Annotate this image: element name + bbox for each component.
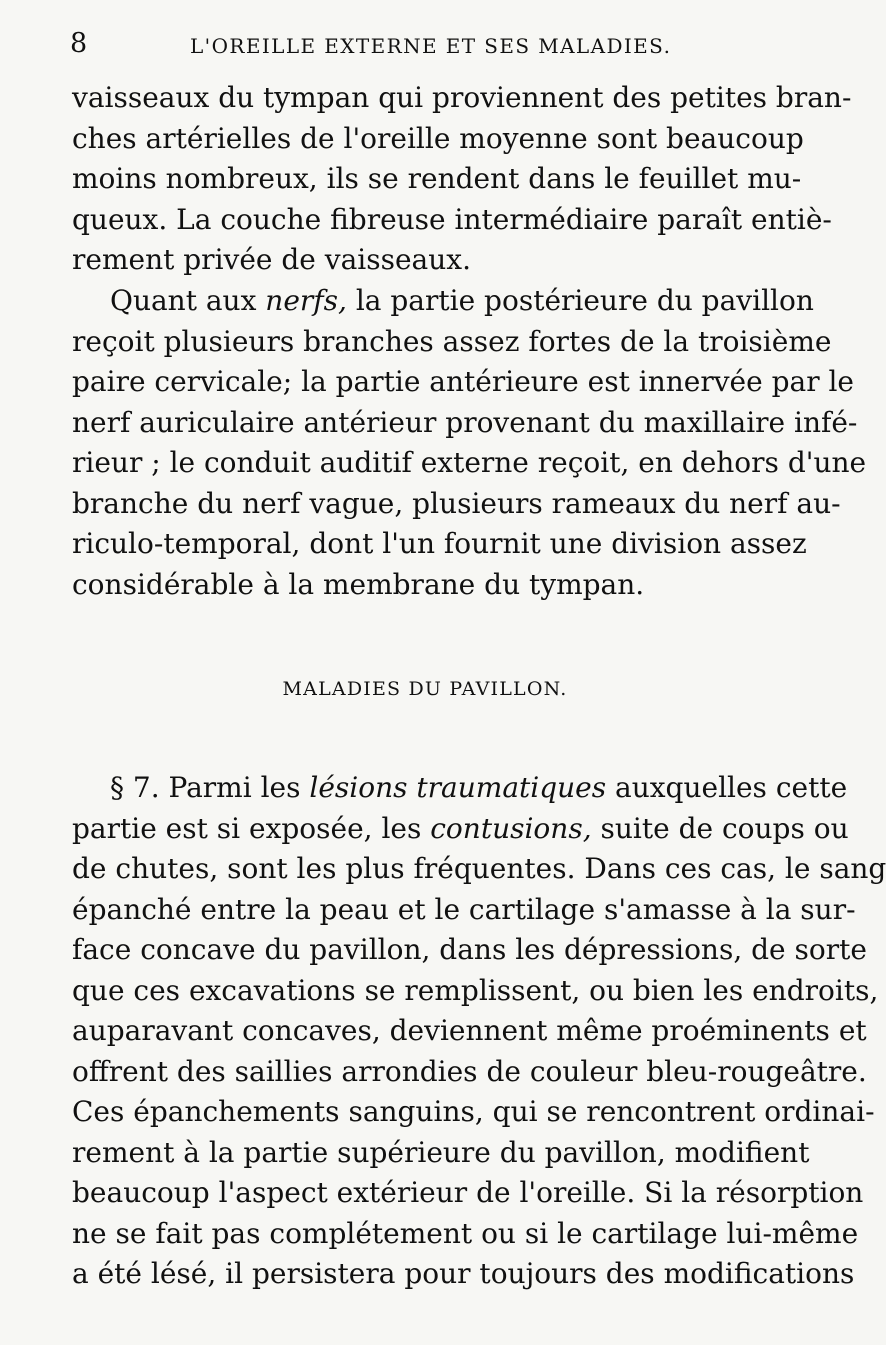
text-line: nerf auriculaire antérieur provenant du maxillaire infé- xyxy=(72,405,858,439)
paragraph-nerves xyxy=(72,281,867,605)
text-line: ne se fait pas complétement ou si le cartilage lui-même xyxy=(72,1216,859,1250)
text-run: § 7. Parmi les xyxy=(110,771,310,804)
text-line: reçoit plusieurs branches assez fortes de la troisième xyxy=(72,324,832,358)
text-line: auparavant concaves, deviennent même proéminents et xyxy=(72,1014,867,1047)
text-line xyxy=(72,809,849,850)
text-run: partie est si exposée, les xyxy=(72,811,431,845)
text-run: Quant aux xyxy=(110,284,266,317)
text-line: branche du nerf vague, plusieurs rameaux du nerf au- xyxy=(72,486,841,520)
italic-term-contusions: contusions, xyxy=(430,811,592,845)
text-line: moins nombreux, ils se rendent dans le feuillet mu- xyxy=(72,162,802,195)
text-line xyxy=(72,281,814,322)
text-line: queux. La couche fibreuse intermédiaire paraît entiè- xyxy=(72,202,832,236)
page-number: 8 xyxy=(70,28,88,59)
paragraph-vessels xyxy=(72,78,852,281)
text-line: riculo-temporal, dont l'un fournit une division assez xyxy=(72,527,807,560)
text-line: considérable à la membrane du tympan. xyxy=(72,567,645,601)
page-header xyxy=(70,28,760,62)
text-line: Ces épanchements sanguins, qui se rencontrent ordinai- xyxy=(72,1095,875,1128)
text-line: rieur ; le conduit auditif externe reçoit, en dehors d'une xyxy=(72,446,867,479)
italic-term-lesions: lésions traumatiques xyxy=(309,771,607,804)
running-head: L'OREILLE EXTERNE ET SES MALADIES. xyxy=(190,34,672,58)
text-run: suite de coups ou xyxy=(591,811,849,845)
text-run: auxquelles cette xyxy=(606,771,848,804)
text-run: la partie postérieure du pavillon xyxy=(346,284,814,317)
text-line: paire cervicale; la partie antérieure est innervée par le xyxy=(72,365,855,398)
section-heading: MALADIES DU PAVILLON. xyxy=(282,678,568,700)
text-line xyxy=(72,768,848,809)
text-line: rement à la partie supérieure du pavillon, modifient xyxy=(72,1135,810,1169)
text-line: rement privée de vaisseaux. xyxy=(72,243,471,276)
text-line: beaucoup l'aspect extérieur de l'oreille. Si la résorption xyxy=(72,1176,864,1209)
text-line: de chutes, sont les plus fréquentes. Dans ces cas, le sang xyxy=(72,852,886,885)
text-line: épanché entre la peau et le cartilage s'amasse à la sur- xyxy=(72,892,856,926)
text-line: ches artérielles de l'oreille moyenne sont beaucoup xyxy=(72,121,804,155)
text-line: vaisseaux du tympan qui proviennent des petites bran- xyxy=(72,81,852,114)
text-line: face concave du pavillon, dans les dépressions, de sorte xyxy=(72,933,867,966)
text-line: offrent des saillies arrondies de couleur bleu-rougeâtre. xyxy=(72,1054,867,1088)
text-line: que ces excavations se remplissent, ou bien les endroits, xyxy=(72,973,879,1007)
text-line: a été lésé, il persistera pour toujours des modifications xyxy=(72,1257,855,1290)
italic-term-nerfs: nerfs, xyxy=(265,284,347,317)
paragraph-section-7 xyxy=(72,768,886,1295)
